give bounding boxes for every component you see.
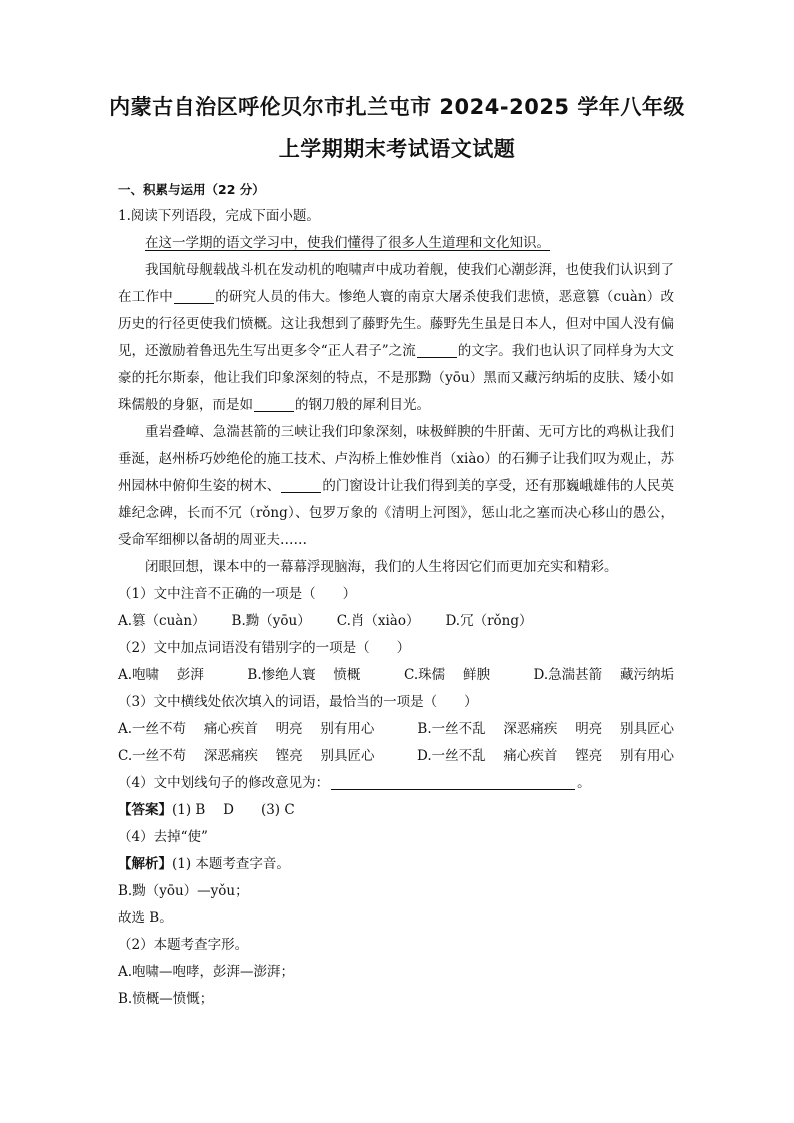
analysis-label: 【解析】 xyxy=(118,856,172,872)
underlined-sentence: 在这一学期的语文学习中，使我们懂得了很多人生道理和文化知识。 xyxy=(145,235,550,251)
analysis-line-3: 故选 B。 xyxy=(118,910,173,926)
option-d: D.急湍甚箭 藏污纳垢 xyxy=(533,667,674,683)
option-c: C.一丝不苟 深恶痛疾 铿亮 别具匠心 xyxy=(118,748,375,764)
passage-text: 重岩叠嶂、急湍甚箭的三峡让我们印象深刻，味极鲜腴的牛肝菌、无可方比的鸡枞让我们垂涎，赵州桥巧妙绝伦的施工技术、卢沟桥上惟妙惟肖（xiào）的石狮子让我们叹为观止，苏州园林中俯仰生姿的树木、 xyxy=(118,424,674,494)
document-title-line2: 上学期期末考试语文试题 xyxy=(278,137,516,161)
passage-text: 我国航母舰载战斗机在发动机的咆啸声中成功着舰，使我们心潮彭湃，也使我们认识到了在工作中 xyxy=(118,262,674,305)
fill-blank-1 xyxy=(174,287,214,304)
option-d: D.冗（rǒng） xyxy=(445,613,533,629)
answer-line-2: （4）去掉“使” xyxy=(118,829,208,845)
sub-question-3-options-row1 xyxy=(118,716,674,743)
answer-line-1 xyxy=(118,797,674,824)
option-a: A.篡（cuàn） xyxy=(118,613,206,629)
passage-text: 的钢刀般的犀利目光。 xyxy=(295,397,430,413)
fill-blank-2 xyxy=(417,341,457,358)
fill-blank-4 xyxy=(281,476,321,493)
sub-question-3-stem: （3）文中横线处依次填入的词语，最恰当的一项是（ ） xyxy=(118,694,478,710)
sub-question-1-options xyxy=(118,608,674,635)
passage-paragraph-3 xyxy=(118,419,674,554)
sub-question-2-stem: （2）文中加点词语没有错别字的一项是（ ） xyxy=(118,640,411,656)
option-a: A.一丝不苟 痛心疾首 明亮 别有用心 xyxy=(118,721,375,737)
option-a: A.咆啸 彭湃 xyxy=(118,667,204,683)
passage-text: 的文字。我们也认识了同样身为大文豪的托尔斯泰，他让我们印象深刻的特点，不是那黝（yōu）黑而又藏污纳垢的皮肤、矮小如珠儒般的身躯，而是如 xyxy=(118,343,675,413)
analysis-line-4: （2）本题考查字形。 xyxy=(118,937,249,953)
underlined-sentence-paragraph xyxy=(118,230,674,257)
option-b: B.黝（yōu） xyxy=(231,613,311,629)
sub-question-4-end: 。 xyxy=(577,775,591,791)
answer-label: 【答案】 xyxy=(118,802,172,818)
option-b: B.一丝不乱 深恶痛疾 明亮 别具匠心 xyxy=(417,721,674,737)
document-body xyxy=(118,176,674,1013)
analysis-line-1 xyxy=(118,851,674,878)
fill-blank-3 xyxy=(254,395,294,412)
section-heading: 一、积累与运用（22 分） xyxy=(118,182,265,197)
sub-question-1-stem: （1）文中注音不正确的一项是（ ） xyxy=(118,586,357,602)
passage-text: 的门窗设计让我们得到美的享受，还有那巍峨雄伟的人民英雄纪念碑，长而不冗（rǒng）、包罗万象的《清明上河图》，惩山北之塞而决心移山的愚公，受命军细柳以备胡的周亚夫…… xyxy=(118,478,675,548)
passage-paragraph-4: 闭眼回想，课本中的一幕幕浮现脑海，我们的人生将因它们而更加充实和精彩。 xyxy=(145,559,618,575)
sub-question-3-options-row2 xyxy=(118,743,674,770)
sub-question-2-options xyxy=(118,662,674,689)
document-title-line1: 内蒙古自治区呼伦贝尔市扎兰屯市 2024-2025 学年八年级 xyxy=(109,95,685,119)
option-c: C.珠儒 鲜腴 xyxy=(404,667,490,683)
option-c: C.肖（xiào） xyxy=(336,613,420,629)
answer-blank xyxy=(331,773,575,790)
option-b: B.惨绝人寰 愤概 xyxy=(247,667,361,683)
passage-text: 的研究人员的伟大。惨绝人寰的南京大屠杀使我们悲愤，恶意篡（cuàn）改历史的行径更使我们愤概。这让我想到了藤野先生。藤野先生虽是日本人，但对中国人没有偏见，还激励着鲁迅先生写出更多令“正人君子”之流 xyxy=(118,289,675,359)
question-prompt: 1.阅读下列语段，完成下面小题。 xyxy=(118,208,320,224)
analysis-line-5: A.咆啸—咆哮，彭湃—澎湃； xyxy=(118,964,295,980)
analysis-line-2: B.黝（yōu）—yǒu； xyxy=(118,883,249,899)
analysis-text: (1) 本题考查字音。 xyxy=(172,856,290,872)
sub-question-4 xyxy=(118,770,674,797)
sub-question-4-stem: （4）文中划线句子的修改意见为： xyxy=(118,775,330,791)
passage-paragraph-2 xyxy=(118,257,674,419)
answer-text: (1) B D (3) C xyxy=(172,802,295,818)
analysis-line-6: B.愤概—愤慨； xyxy=(118,991,214,1007)
option-d: D.一丝不乱 痛心疾首 铿亮 别有用心 xyxy=(416,748,674,764)
